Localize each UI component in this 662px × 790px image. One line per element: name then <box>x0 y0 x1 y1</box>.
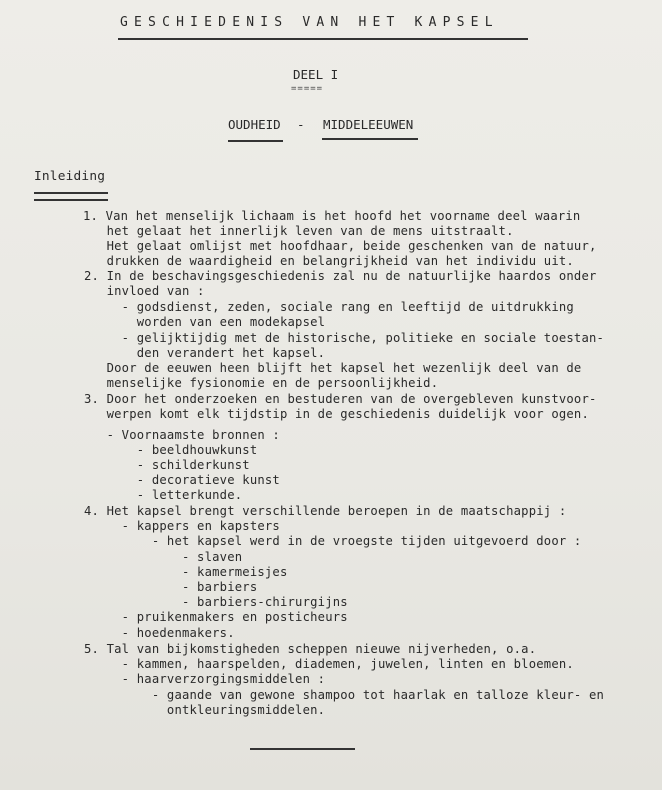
text-line: - het kapsel werd in de vroegste tijden uitgevoerd door : <box>84 534 582 548</box>
text-line: 5. Tal van bijkomstigheden scheppen nieuwe nijverheden, o.a. <box>84 642 537 656</box>
text-line: - beeldhouwkunst <box>84 443 258 457</box>
subtitle-left-underline <box>228 140 283 142</box>
text-line: worden van een modekapsel <box>84 315 326 329</box>
text-line: 2. In de beschavingsgeschiedenis zal nu de natuurlijke haardos onder <box>84 269 597 283</box>
text-line: - haarverzorgingsmiddelen : <box>84 672 326 686</box>
text-line: het gelaat het innerlijk leven van de mens uitstraalt. <box>84 224 514 238</box>
subtitle-left: OUDHEID <box>228 117 281 132</box>
text-line: - gaande van gewone shampoo tot haarlak en talloze kleur- en <box>84 688 605 702</box>
text-line: Door de eeuwen heen blijft het kapsel het wezenlijk deel van de <box>84 361 582 375</box>
subtitle-right: MIDDELEEUWEN <box>323 117 414 132</box>
text-line: - letterkunde. <box>84 488 243 502</box>
part-underline: ===== <box>291 84 324 94</box>
text-line: - barbiers-chirurgijns <box>84 595 348 609</box>
text-line: 1. Van het menselijk lichaam is het hoofd het voorname deel waarin <box>83 209 581 223</box>
text-line: menselijke fysionomie en de persoonlijkheid. <box>84 376 439 390</box>
text-line: 3. Door het onderzoeken en bestuderen van de overgebleven kunstvoor- <box>84 392 597 406</box>
text-line: werpen komt elk tijdstip in de geschiedenis duidelijk voor ogen. <box>84 407 590 421</box>
end-rule <box>250 748 355 750</box>
text-line: invloed van : <box>84 284 205 298</box>
title-underline <box>118 38 528 40</box>
text-line: - kappers en kapsters <box>84 519 280 533</box>
subtitle-dash: - <box>297 117 305 132</box>
text-line: - decoratieve kunst <box>84 473 280 487</box>
text-line: drukken de waardigheid en belangrijkheid van het individu uit. <box>84 254 574 268</box>
text-line: - gelijktijdig met de historische, politieke en sociale toestan- <box>84 331 605 345</box>
text-line: - godsdienst, zeden, sociale rang en leeftijd de uitdrukking <box>84 300 574 314</box>
section-heading: Inleiding <box>34 169 106 184</box>
text-line: - schilderkunst <box>84 458 250 472</box>
text-line: - pruikenmakers en posticheurs <box>84 610 348 624</box>
text-line: - hoedenmakers. <box>84 626 235 640</box>
subtitle-right-underline <box>322 138 418 140</box>
part-label: DEEL I <box>293 67 339 82</box>
text-line: - kammen, haarspelden, diademen, juwelen, linten en bloemen. <box>84 657 574 671</box>
section-heading-underline-2 <box>34 199 108 201</box>
text-line: - barbiers <box>84 580 258 594</box>
text-line: - slaven <box>84 550 243 564</box>
text-line: - kamermeisjes <box>84 565 288 579</box>
text-line: - Voornaamste bronnen : <box>84 428 280 442</box>
text-line: ontkleuringsmiddelen. <box>84 703 326 717</box>
document-title: GESCHIEDENIS VAN HET KAPSEL <box>120 15 499 30</box>
text-line: 4. Het kapsel brengt verschillende beroepen in de maatschappij : <box>84 504 567 518</box>
section-heading-underline-1 <box>34 192 108 194</box>
text-line: Het gelaat omlijst met hoofdhaar, beide geschenken van de natuur, <box>84 239 597 253</box>
text-line: den verandert het kapsel. <box>84 346 326 360</box>
